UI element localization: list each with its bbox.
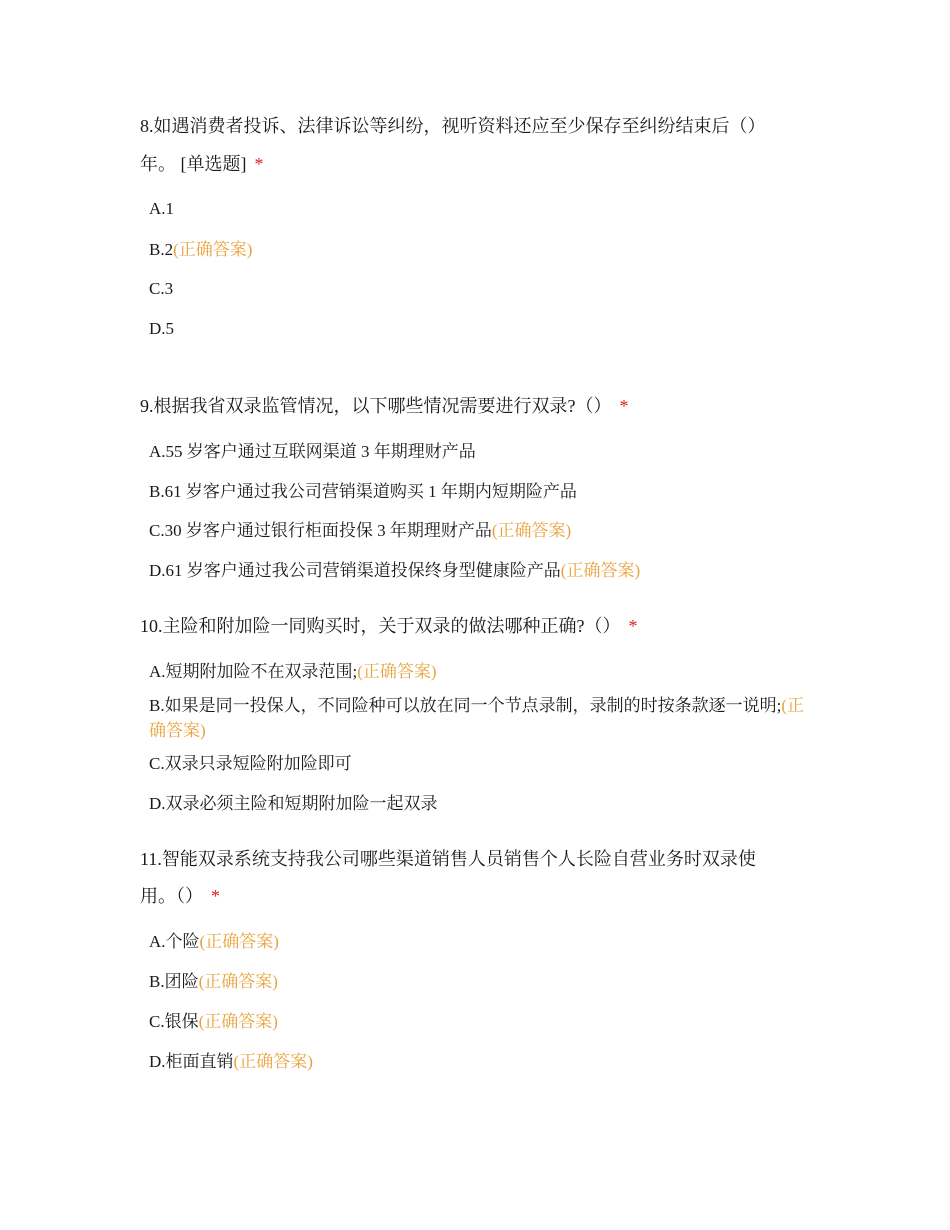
required-mark: *: [628, 616, 638, 636]
required-mark: *: [254, 154, 264, 174]
option-b[interactable]: B.团险(正确答案): [149, 972, 278, 991]
option-d[interactable]: D.双录必须主险和短期附加险一起双录: [149, 794, 438, 813]
question-title-line: 8.如遇消费者投诉、法律诉讼等纠纷，视听资料还应至少保存至纠纷结束后（）: [140, 116, 766, 136]
correct-answer-tag: (正确答案): [198, 972, 278, 991]
option-a[interactable]: A.个险(正确答案): [149, 932, 279, 951]
option-b[interactable]: B.2(正确答案): [149, 240, 253, 259]
option-b[interactable]: B.如果是同一投保人，不同险种可以放在同一个节点录制，录制的时按条款逐一说明;(正确答案): [149, 696, 804, 740]
option-d[interactable]: D.5: [149, 319, 175, 338]
correct-answer-tag: (正确答案): [357, 662, 437, 681]
question-title-line: 10.主险和附加险一同购买时，关于双录的做法哪种正确?（） *: [140, 616, 638, 636]
correct-answer-tag: (正确答案): [199, 932, 279, 951]
option-c[interactable]: C.双录只录短险附加险即可: [149, 754, 352, 773]
question-title-line: 11.智能双录系统支持我公司哪些渠道销售人员销售个人长险自营业务时双录使: [140, 849, 756, 869]
question-title-line: 用。（） *: [140, 886, 220, 906]
option-c[interactable]: C.银保(正确答案): [149, 1012, 278, 1031]
option-c[interactable]: C.30 岁客户通过银行柜面投保 3 年期理财产品(正确答案): [149, 521, 572, 540]
required-mark: *: [619, 396, 629, 416]
option-a[interactable]: A.55 岁客户通过互联网渠道 3 年期理财产品: [149, 442, 476, 461]
correct-answer-tag: (正确答案): [198, 1012, 278, 1031]
question-title-line: 年。 [单选题] *: [140, 154, 264, 174]
correct-answer-tag: (正确答案): [149, 696, 804, 740]
option-a[interactable]: A.短期附加险不在双录范围;(正确答案): [149, 662, 437, 681]
correct-answer-tag: (正确答案): [560, 561, 641, 580]
option-d[interactable]: D.柜面直销(正确答案): [149, 1052, 313, 1071]
question-title-line: 9.根据我省双录监管情况，以下哪些情况需要进行双录?（） *: [140, 396, 629, 416]
required-mark: *: [211, 886, 220, 906]
correct-answer-tag: (正确答案): [233, 1052, 313, 1071]
option-b[interactable]: B.61 岁客户通过我公司营销渠道购买 1 年期内短期险产品: [149, 482, 577, 501]
correct-answer-tag: (正确答案): [173, 240, 253, 259]
option-d[interactable]: D.61 岁客户通过我公司营销渠道投保终身型健康险产品(正确答案): [149, 561, 641, 580]
correct-answer-tag: (正确答案): [491, 521, 572, 540]
option-a[interactable]: A.1: [149, 199, 175, 218]
option-c[interactable]: C.3: [149, 279, 174, 298]
